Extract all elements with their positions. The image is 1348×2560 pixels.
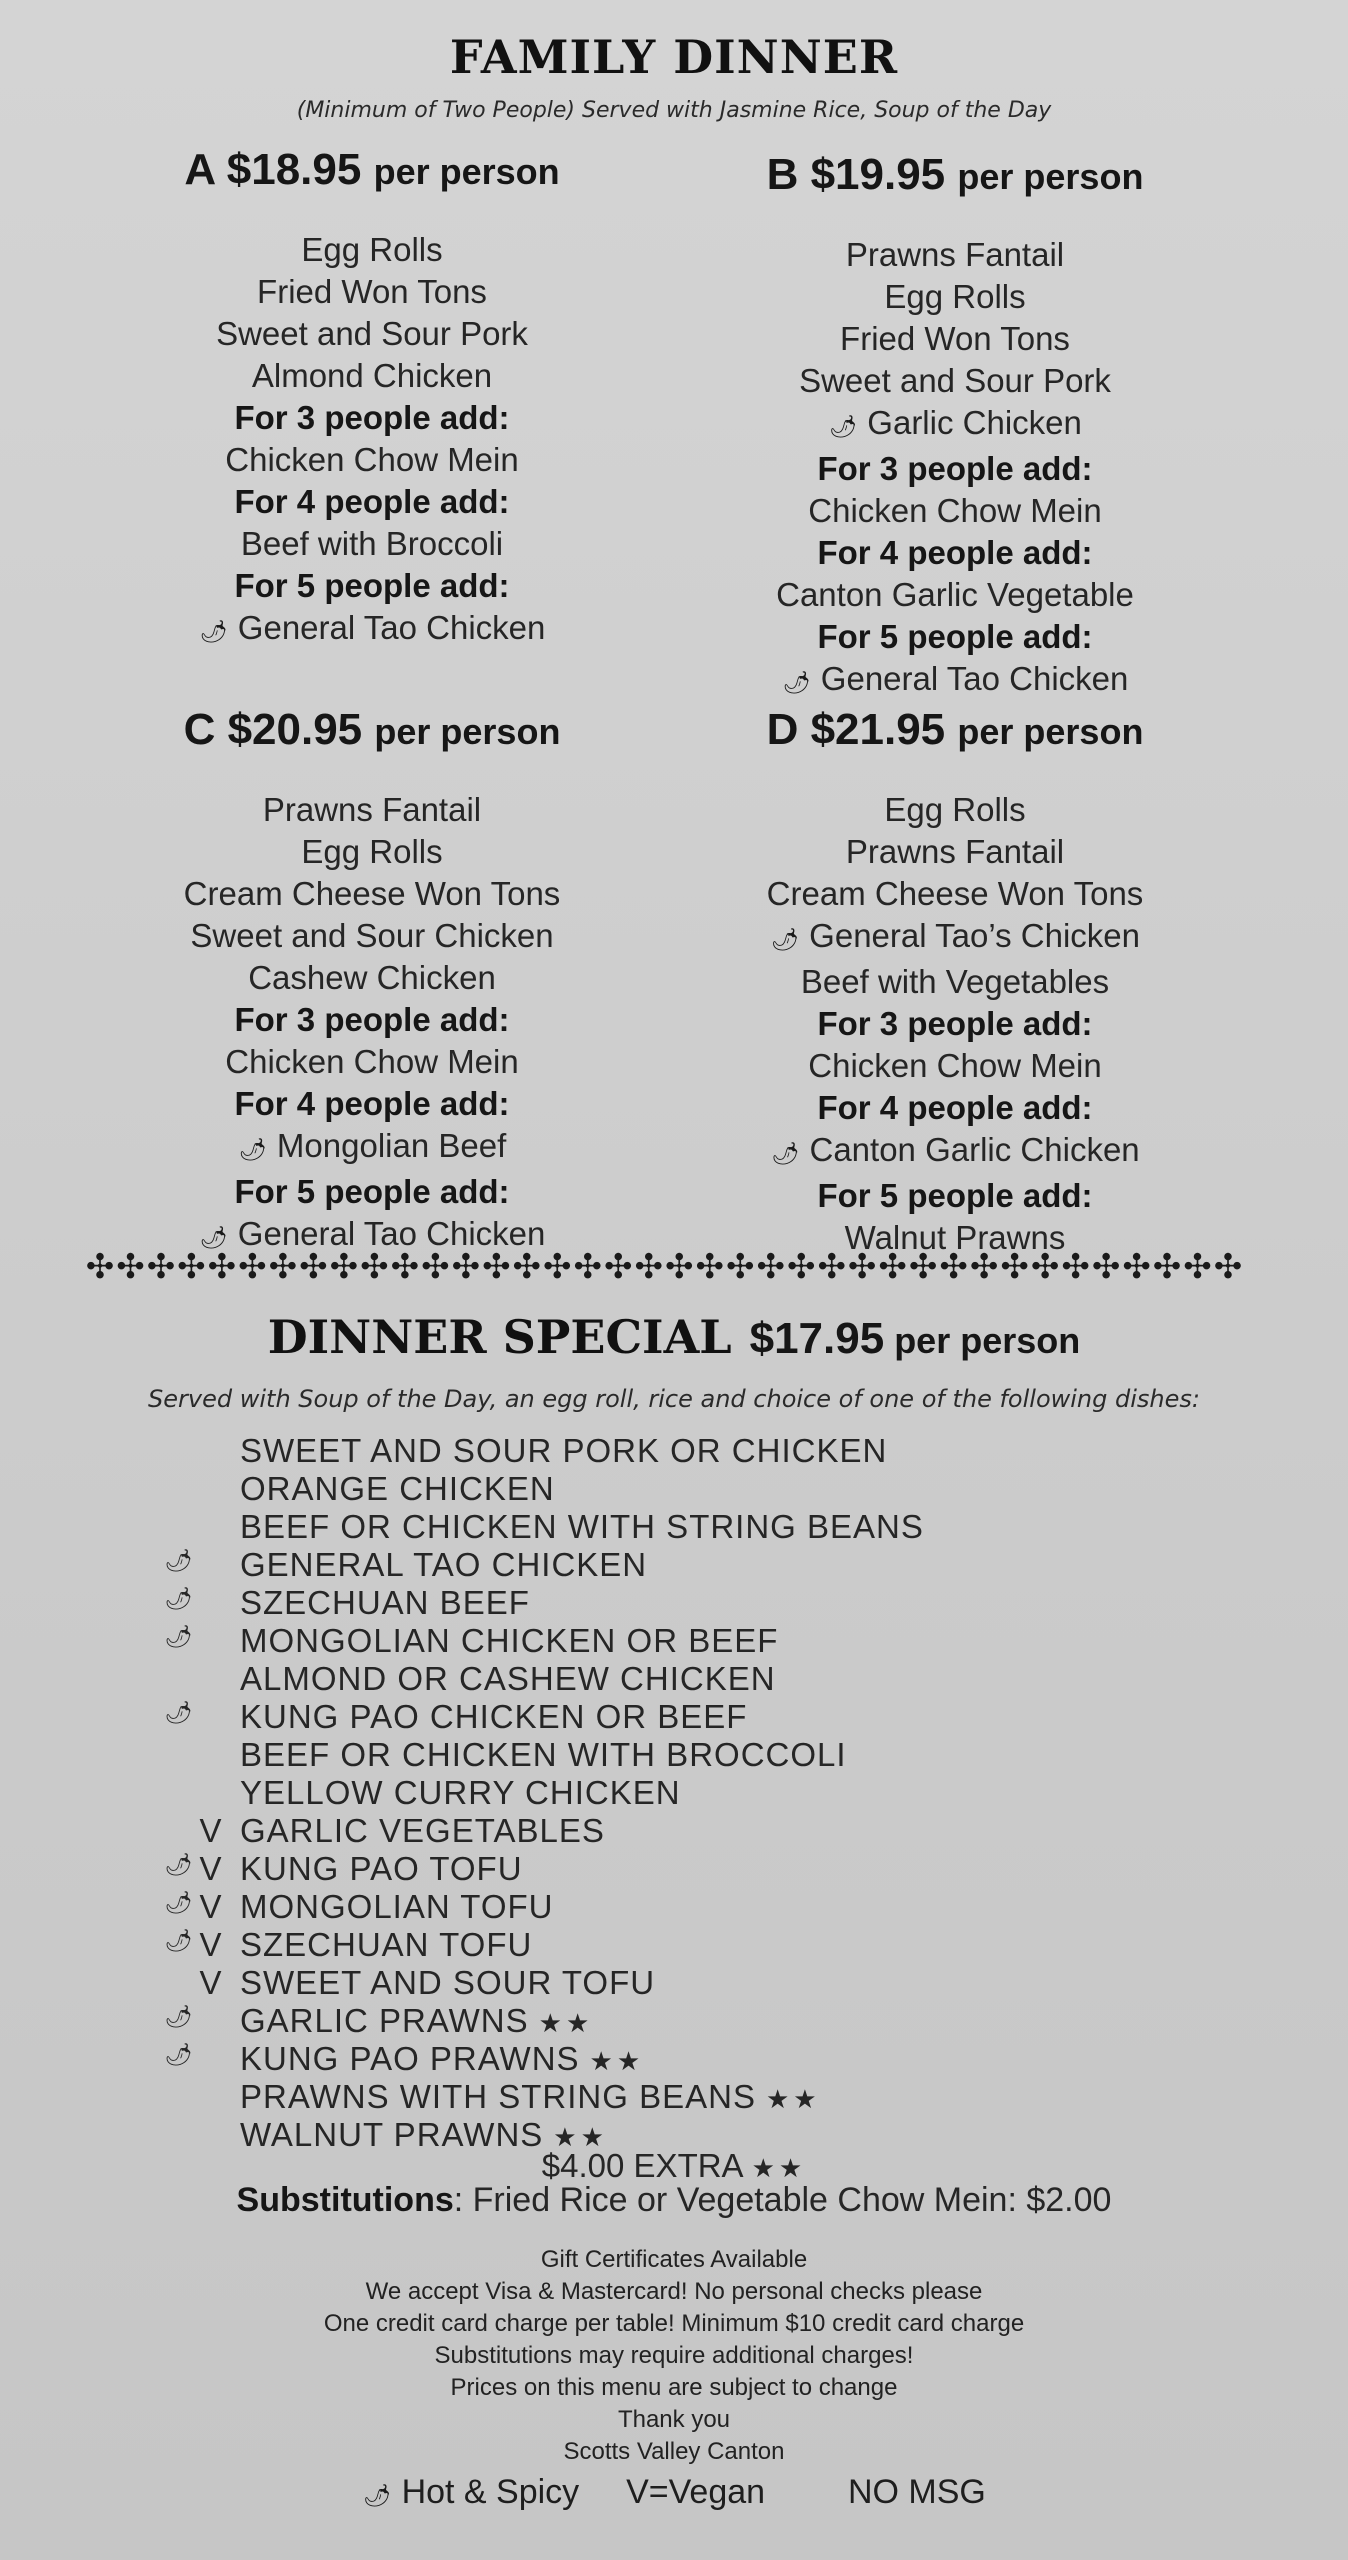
plan-item — [62, 523, 682, 565]
plan-add-label — [645, 448, 1265, 490]
plan-c — [62, 705, 682, 1259]
dish-name-text: MONGOLIAN CHICKEN OR BEEF — [240, 1622, 779, 1659]
plan-item — [645, 658, 1265, 704]
plan-item-text: Sweet and Sour Pork — [216, 315, 528, 352]
plan-item-text: Canton Garlic Chicken — [809, 1131, 1140, 1168]
plan-per-person: per person — [374, 711, 561, 752]
plan-item-text: Cream Cheese Won Tons — [183, 875, 561, 912]
plan-price: $19.95 — [810, 150, 946, 199]
dish-name — [240, 1926, 532, 1964]
plan-item-text: General Tao Chicken — [237, 609, 546, 646]
plan-item — [62, 873, 682, 915]
dish-name — [240, 1470, 555, 1508]
legend-no-msg: NO MSG — [847, 2473, 986, 2511]
dish-name — [240, 1736, 847, 1774]
plan-item-text: For 4 people add: — [234, 1085, 510, 1122]
dish-name-text: MONGOLIAN TOFU — [240, 1888, 554, 1925]
plan-item-text: General Tao Chicken — [237, 1215, 546, 1252]
plan-item-text: Fried Won Tons — [257, 273, 487, 310]
dish-name-text: PRAWNS WITH STRING BEANS — [240, 2078, 756, 2115]
plan-item — [645, 831, 1265, 873]
dinner-special-dish-list — [160, 1432, 1260, 2154]
extra-charge-note — [0, 2147, 1348, 2185]
plan-item-text: Sweet and Sour Pork — [799, 362, 1111, 399]
footer-note: One credit card charge per table! Minimum $10 credit card charge — [323, 2310, 1025, 2337]
plan-item-text: For 3 people add: — [234, 399, 510, 436]
extra-stars: ★★ — [553, 2122, 608, 2152]
plan-item — [645, 873, 1265, 915]
pepper-icon: 🌶︎ — [363, 2483, 392, 2508]
plan-item-text: Beef with Broccoli — [240, 525, 504, 562]
dish-name-text: BEEF OR CHICKEN WITH BROCCOLI — [240, 1736, 847, 1773]
legend-hot-spicy: Hot & Spicy — [401, 2473, 580, 2511]
dish-name-text: SZECHUAN TOFU — [240, 1926, 533, 1963]
dish-name — [240, 2002, 593, 2040]
plan-item-text: Chicken Chow Mein — [808, 492, 1102, 529]
vegan-mark: V — [199, 1850, 223, 1887]
plan-add-label — [62, 481, 682, 523]
extra-charge-text: $4.00 EXTRA — [541, 2147, 744, 2184]
dish-name — [240, 2040, 644, 2078]
pepper-icon: 🌶︎ — [771, 927, 799, 952]
pepper-icon: 🌶︎ — [771, 1141, 800, 1166]
dish-item — [160, 1584, 1260, 1622]
dish-name-text: ALMOND OR CASHEW CHICKEN — [240, 1660, 776, 1697]
vegan-mark: V — [199, 1926, 223, 1963]
dish-name-text: SWEET AND SOUR TOFU — [240, 1964, 656, 2001]
footer-note: Prices on this menu are subject to change — [450, 2374, 898, 2401]
plan-item-text: Prawns Fantail — [845, 833, 1065, 870]
extra-stars: ★★ — [538, 2008, 594, 2038]
plan-item — [645, 1129, 1265, 1175]
plan-add-label — [62, 1083, 682, 1125]
footer-note: Thank you — [617, 2406, 731, 2433]
dish-name — [240, 1850, 523, 1888]
footer-note: Scotts Valley Canton — [563, 2438, 785, 2465]
plan-item-text: Canton Garlic Vegetable — [776, 576, 1134, 613]
dish-item — [160, 1736, 1260, 1774]
plan-per-person: per person — [957, 156, 1144, 197]
plan-item-text: Fried Won Tons — [840, 320, 1070, 357]
dish-item — [160, 1432, 1260, 1470]
dinner-special-subtitle: Served with Soup of the Day, an egg roll, rice and choice of one of the following dishes: — [148, 1385, 1200, 1413]
plan-item — [645, 402, 1265, 448]
plan-item-text: Garlic Chicken — [867, 404, 1082, 441]
plan-add-label — [645, 1087, 1265, 1129]
plan-add-label — [62, 397, 682, 439]
plan-item — [645, 360, 1265, 402]
dish-name-text: SWEET AND SOUR PORK OR CHICKEN — [240, 1432, 888, 1469]
plan-item-text: General Tao’s Chicken — [809, 917, 1140, 954]
plan-item-text: For 4 people add: — [817, 1089, 1093, 1126]
pepper-icon: 🌶︎ — [164, 1890, 194, 1915]
extra-stars: ★★ — [751, 2153, 807, 2183]
dish-name-text: SZECHUAN BEEF — [240, 1584, 530, 1621]
dish-name-text: KUNG PAO CHICKEN OR BEEF — [240, 1698, 748, 1735]
plan-item-text: For 4 people add: — [234, 483, 510, 520]
plan-item-text: Cream Cheese Won Tons — [766, 875, 1144, 912]
plan-item-text: For 5 people add: — [817, 618, 1093, 655]
plan-add-label — [645, 1175, 1265, 1217]
vegan-mark: V — [199, 1888, 223, 1925]
dish-name — [240, 1660, 776, 1698]
plan-item — [645, 318, 1265, 360]
plan-item-text: For 3 people add: — [234, 1001, 510, 1038]
footer-note: Gift Certificates Available — [540, 2246, 808, 2273]
dish-name — [240, 1964, 655, 2002]
dish-name-text: BEEF OR CHICKEN WITH STRING BEANS — [240, 1508, 924, 1545]
dish-name — [240, 1584, 530, 1622]
plan-item — [62, 831, 682, 873]
plan-item-text: Chicken Chow Mein — [808, 1047, 1102, 1084]
dish-name — [240, 1888, 553, 1926]
pepper-icon: 🌶︎ — [164, 1586, 194, 1611]
pepper-icon: 🌶︎ — [164, 1624, 194, 1649]
pepper-icon: 🌶︎ — [164, 1928, 194, 1953]
plan-add-label — [645, 532, 1265, 574]
plan-item-text: For 4 people add: — [817, 534, 1093, 571]
plan-item — [62, 439, 682, 481]
dish-name — [240, 1774, 681, 1812]
plan-item — [62, 313, 682, 355]
plan-item — [62, 789, 682, 831]
plan-item-text: For 5 people add: — [234, 1173, 510, 1210]
dinner-special-price: $17.95 — [749, 1314, 885, 1363]
pepper-icon: 🌶︎ — [164, 2004, 194, 2029]
pepper-icon: 🌶︎ — [164, 1700, 194, 1725]
plan-item — [62, 607, 682, 653]
plan-add-label — [645, 1003, 1265, 1045]
vegan-mark: V — [199, 1812, 223, 1849]
ornament-divider: ✣✣✣✣✣✣✣✣✣✣✣✣✣✣✣✣✣✣✣✣✣✣✣✣✣✣✣✣✣✣✣✣✣✣✣✣✣✣ — [85, 1247, 1245, 1287]
plan-per-person: per person — [373, 151, 560, 192]
plan-item-text: Mongolian Beef — [276, 1127, 507, 1164]
dish-item — [160, 1926, 1260, 1964]
plan-letter: A — [184, 145, 215, 194]
dish-name — [240, 1622, 778, 1660]
plan-item — [645, 490, 1265, 532]
legend-vegan: V=Vegan — [626, 2473, 766, 2511]
dish-name-text: ORANGE CHICKEN — [240, 1470, 555, 1507]
plan-item — [62, 1041, 682, 1083]
plan-item — [62, 271, 682, 313]
plan-add-label — [645, 616, 1265, 658]
plan-price: $20.95 — [227, 705, 363, 754]
dish-item — [160, 1660, 1260, 1698]
plan-item-text: For 3 people add: — [817, 450, 1093, 487]
plan-item-text: General Tao Chicken — [820, 660, 1129, 697]
dish-item — [160, 1470, 1260, 1508]
dish-name — [240, 1432, 887, 1470]
extra-stars: ★★ — [589, 2046, 645, 2076]
plan-item — [645, 574, 1265, 616]
plan-header — [645, 150, 1265, 200]
plan-item-text: For 5 people add: — [817, 1177, 1093, 1214]
dish-name — [240, 1546, 647, 1584]
plan-header — [645, 705, 1265, 755]
substitutions-text: : Fried Rice or Vegetable Chow Mein: $2.00 — [453, 2181, 1112, 2219]
plan-item — [645, 915, 1265, 961]
dinner-special-title: DINNER SPECIAL — [267, 1310, 732, 1364]
plan-item-text: For 3 people add: — [817, 1005, 1093, 1042]
dish-item — [160, 1622, 1260, 1660]
dish-name-text: KUNG PAO TOFU — [240, 1850, 523, 1887]
plan-item — [62, 957, 682, 999]
pepper-icon: 🌶︎ — [164, 1852, 194, 1877]
plan-item-text: Prawns Fantail — [262, 791, 482, 828]
plan-item-text: Egg Rolls — [884, 791, 1026, 828]
dish-name-text: WALNUT PRAWNS — [240, 2116, 544, 2153]
dish-item — [160, 1698, 1260, 1736]
plan-letter: B — [766, 150, 799, 199]
plan-item — [62, 355, 682, 397]
plan-letter: D — [766, 705, 799, 754]
plan-letter: C — [183, 705, 216, 754]
plan-item — [645, 789, 1265, 831]
pepper-icon: 🌶︎ — [782, 670, 811, 695]
plan-item-text: Chicken Chow Mein — [225, 1043, 519, 1080]
dish-item — [160, 1774, 1260, 1812]
dish-name — [240, 1508, 924, 1546]
dinner-special-header — [0, 1310, 1348, 1364]
vegan-mark: V — [199, 1964, 223, 2001]
plan-price: $21.95 — [810, 705, 946, 754]
plan-item — [645, 276, 1265, 318]
dish-item — [160, 2040, 1260, 2078]
plan-item — [62, 1125, 682, 1171]
family-dinner-subtitle: (Minimum of Two People) Served with Jasmine Rice, Soup of the Day — [296, 98, 1052, 123]
footer-note: We accept Visa & Mastercard! No personal checks please — [365, 2278, 983, 2305]
pepper-icon: 🌶︎ — [238, 1137, 267, 1162]
pepper-icon: 🌶︎ — [164, 2042, 194, 2067]
dish-name — [240, 2078, 821, 2116]
footer-note: Substitutions may require additional charges! — [434, 2342, 914, 2369]
plan-item-text: Almond Chicken — [251, 357, 493, 394]
dinner-special-per-person: per person — [894, 1320, 1081, 1361]
plan-b — [645, 150, 1265, 704]
dish-name — [240, 1698, 747, 1736]
family-dinner-title: FAMILY DINNER — [449, 30, 899, 84]
plan-header — [62, 705, 682, 755]
pepper-icon: 🌶︎ — [199, 619, 228, 644]
dish-name-text: GARLIC PRAWNS — [240, 2002, 529, 2039]
plan-items — [62, 229, 682, 653]
plan-item-text: Egg Rolls — [884, 278, 1026, 315]
plan-item — [645, 234, 1265, 276]
plan-add-label — [62, 1171, 682, 1213]
extra-stars: ★★ — [765, 2084, 821, 2114]
plan-item-text: Cashew Chicken — [248, 959, 496, 996]
pepper-icon: 🌶︎ — [164, 1548, 194, 1573]
plan-items — [62, 789, 682, 1259]
dish-item — [160, 1812, 1260, 1850]
plan-add-label — [62, 999, 682, 1041]
plan-add-label — [62, 565, 682, 607]
plan-item-text: Sweet and Sour Chicken — [190, 917, 554, 954]
plan-item — [62, 229, 682, 271]
dish-item — [160, 1888, 1260, 1926]
plan-header — [62, 145, 682, 195]
plan-items — [645, 789, 1265, 1259]
plan-item — [62, 915, 682, 957]
dish-item — [160, 1508, 1260, 1546]
footer-notes — [0, 2244, 1348, 2468]
plan-item-text: Walnut Prawns — [844, 1219, 1066, 1256]
plan-item-text: Chicken Chow Mein — [225, 441, 519, 478]
plan-item — [645, 961, 1265, 1003]
plan-item-text: Prawns Fantail — [845, 236, 1065, 273]
dish-name-text: GARLIC VEGETABLES — [240, 1812, 605, 1849]
plan-d — [645, 705, 1265, 1259]
substitutions-label: Substitutions — [236, 2181, 454, 2219]
dish-name — [240, 1812, 605, 1850]
legend — [0, 2473, 1348, 2512]
dish-item — [160, 2078, 1260, 2116]
dish-name-text: YELLOW CURRY CHICKEN — [240, 1774, 681, 1811]
plan-a — [62, 145, 682, 653]
dish-name-text: KUNG PAO PRAWNS — [240, 2040, 580, 2077]
dish-item — [160, 1964, 1260, 2002]
plan-items — [645, 234, 1265, 704]
plan-price: $18.95 — [226, 145, 362, 194]
pepper-icon: 🌶︎ — [829, 414, 858, 439]
substitutions-line — [0, 2181, 1348, 2220]
dish-item — [160, 1546, 1260, 1584]
plan-item-text: Beef with Vegetables — [800, 963, 1110, 1000]
plan-item-text: Egg Rolls — [301, 833, 443, 870]
plan-per-person: per person — [957, 711, 1144, 752]
plan-item-text: For 5 people add: — [234, 567, 510, 604]
dish-item — [160, 2002, 1260, 2040]
pepper-icon: 🌶︎ — [199, 1225, 228, 1250]
dish-item — [160, 1850, 1260, 1888]
plan-item-text: Egg Rolls — [301, 231, 443, 268]
plan-item — [645, 1045, 1265, 1087]
dish-name-text: GENERAL TAO CHICKEN — [240, 1546, 648, 1583]
